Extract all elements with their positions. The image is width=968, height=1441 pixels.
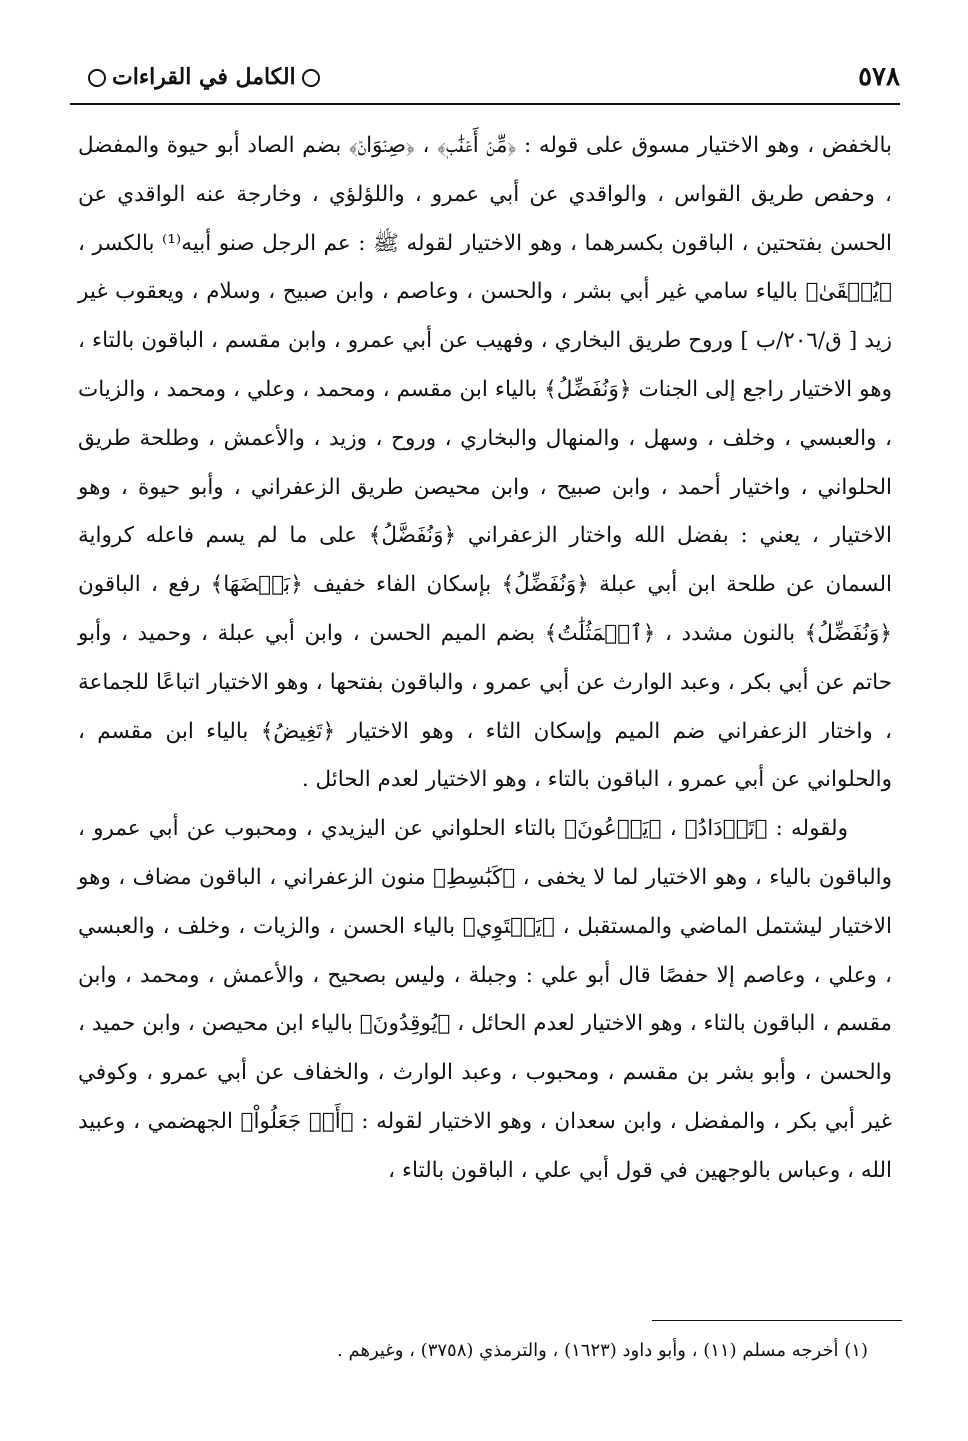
circle-ornament-icon <box>88 69 106 87</box>
page-number: ٥٧٨ <box>858 62 900 92</box>
paragraph: بالخفض ، وهو الاختيار مسوق على قوله : ﴿مِّنۡ أَعۡنَٰبٖ﴾ ، ﴿صِنۡوَانٞ﴾ بضم الصاد أبو حيوة والمفضل ، وحفص طريق القواس ، والواقدي عن أبي عمرو ، واللؤلؤي ، وخارجة عنه الواقدي عن الحسن بفتحتين ، الباقون بكسرهما ، وهو الاختيار لقوله ﷺ : عم الرجل صنو أبيه⁽¹⁾ بالكسر ، ﴿يُسۡقَىٰ﴾ بالياء سامي غير أبي بشر ، والحسن ، وعاصم ، وابن صبيح ، وسلام ، ويعقوب غير زيد [ ق/٢٠٦/ب ] وروح طريق البخاري ، وفهيب عن أبي عمرو ، وابن مقسم ، الباقون بالتاء ، وهو الاختيار راجع إلى الجنات ﴿وَنُفَضِّلُ﴾ بالياء ابن مقسم ، ومحمد ، وعلي ، ومحمد ، والزيات ، والعبسي ، وخلف ، وسهل ، والمنهال والبخاري ، وروح ، وزيد ، والأعمش ، وطلحة طريق الحلواني ، واختيار أحمد ، وابن صبيح ، وابن محيصن طريق الزعفراني ، وأبو حيوة ، وهو الاختيار ، يعني : بفضل الله واختار الزعفراني ﴿وَنُفَضَّلُ﴾ على ما لم يسم فاعله كرواية السمان عن طلحة ابن أبي عبلة ﴿وَنُفَضِّلُ﴾ بإسكان الفاء خفيف ﴿بَعۡضَهَا﴾ رفع ، الباقون ﴿وَنُفَضِّلُ﴾ بالنون مشدد ، ﴿ٱلۡمَثُلَٰتُ﴾ بضم الميم الحسن ، وابن أبي عبلة ، وحميد ، وأبو حاتم عن أبي بكر ، وعبد الوارث عن أبي عمرو ، والباقون بفتحها ، وهو الاختيار اتباعًا للجماعة ، واختار الزعفراني ضم الميم وإسكان الثاء ، وهو الاختيار ﴿تَغِيضُ﴾ بالياء ابن مقسم ، والحلواني عن أبي عمرو ، الباقون بالتاء ، وهو الاختيار لعدم الحائل . <box>78 133 893 793</box>
running-title-text: الكامل في القراءات <box>112 64 296 90</box>
footnote: (١) أخرجه مسلم (١١) ، وأبو داود (١٦٢٣) ، والترمذي (٣٧٥٨) ، وغيرهم . <box>337 1340 868 1361</box>
footnote-divider <box>652 1320 902 1321</box>
main-text <box>78 122 892 1196</box>
page-header <box>70 60 900 100</box>
paragraph: ولقوله : ﴿تَزۡدَادُ﴾ ، ﴿يَدۡعُونَ﴾ بالتاء الحلواني عن اليزيدي ، ومحبوب عن أبي عمرو ، والباقون بالياء ، وهو الاختيار لما لا يخفى ، ﴿كَبَٰسِطِ﴾ منون الزعفراني ، الباقون مضاف ، وهو الاختيار ليشتمل الماضي والمستقبل ، ﴿يَسۡتَوِي﴾ بالياء الحسن ، والزيات ، وخلف ، والعبسي ، وعلي ، وعاصم إلا حفصًا قال أبو علي : وجبلة ، وليس بصحيح ، والأعمش ، ومحمد ، وابن مقسم ، الباقون بالتاء ، وهو الاختيار لعدم الحائل ، ﴿يُوقِدُونَ﴾ بالياء ابن محيصن ، وابن حميد ، والحسن ، وأبو بشر بن مقسم ، ومحبوب ، وعبد الوارث ، والخفاف عن أبي عمرو ، وكوفي غير أبي بكر ، والمفضل ، وابن سعدان ، وهو الاختيار لقوله : ﴿أَمۡ جَعَلُواْ﴾ الجهضمي ، وعبيد الله ، وعباس بالوجهين في قول أبي علي ، الباقون بالتاء ، <box>78 816 892 1183</box>
running-title <box>82 64 326 90</box>
circle-ornament-icon <box>302 69 320 87</box>
header-divider <box>70 103 900 105</box>
